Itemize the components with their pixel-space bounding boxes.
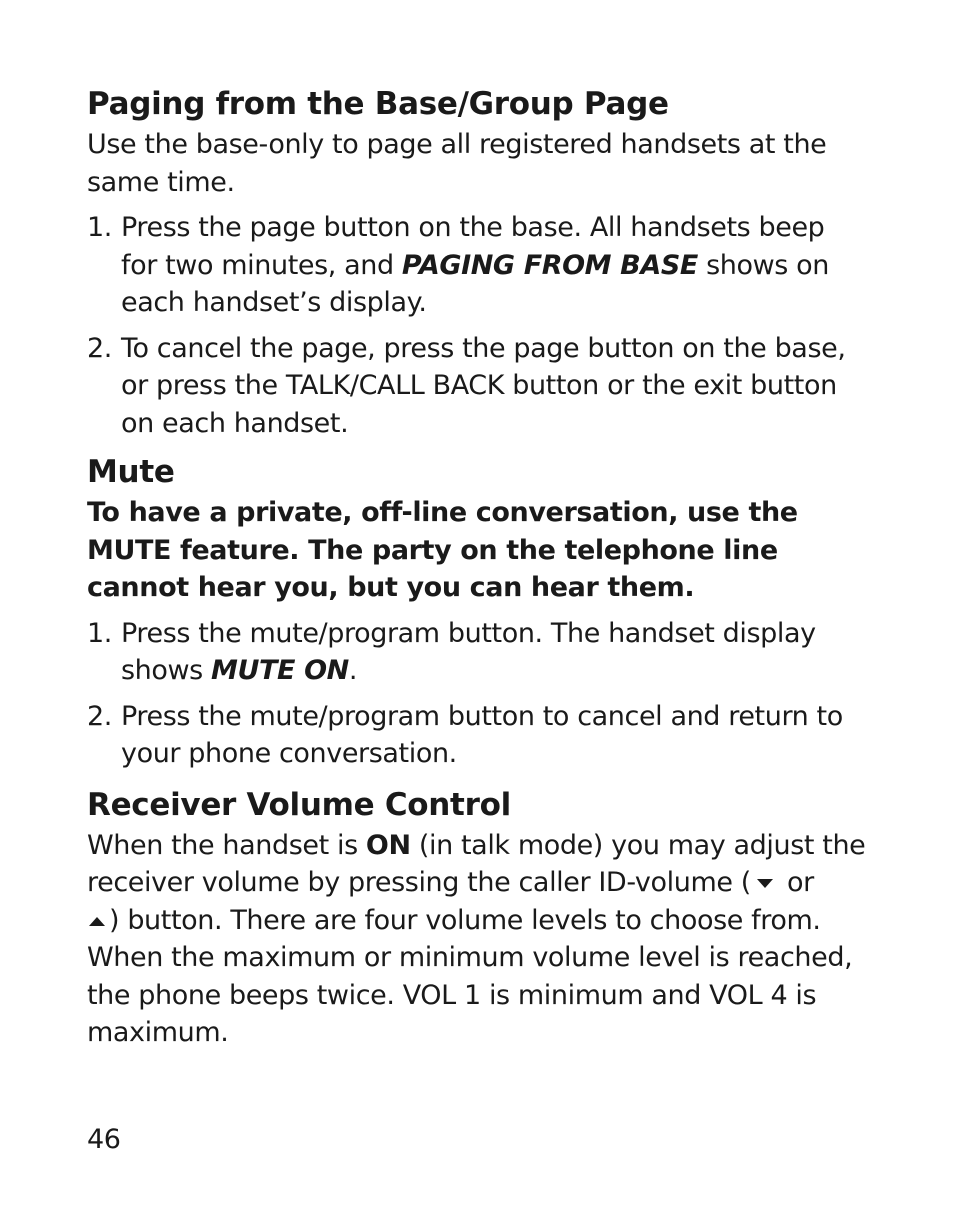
list-item [87, 209, 867, 322]
step-text: Press the mute/program button to cancel and return to your phone conversation. [121, 700, 843, 769]
step-number: 1. [87, 212, 112, 243]
step-number: 1. [87, 617, 112, 649]
section-receiver-volume [87, 783, 867, 1052]
step-number: 2. [87, 700, 112, 732]
up-arrow-icon [89, 917, 105, 926]
receiver-volume-body [87, 827, 867, 1052]
body-text-post: ) button. There are four volume levels to choose from. When the maximum or minimum volume level is reached, the phone beeps twice. VOL 1 is minimum and VOL 4 is maximum. [87, 904, 853, 1048]
display-text-paging-from-base: PAGING FROM BASE [401, 249, 698, 281]
page-number: 46 [87, 1124, 121, 1155]
body-text-on: ON [365, 829, 411, 861]
step-text-post: . [348, 655, 358, 686]
list-item [87, 330, 867, 443]
section-title-receiver-volume: Receiver Volume Control [87, 786, 511, 823]
body-text-pre: When the handset is [87, 829, 366, 861]
list-item [87, 615, 867, 690]
manual-page [87, 82, 867, 1052]
paging-intro: Use the base-only to page all registered handsets at the same time. [87, 129, 827, 198]
down-arrow-icon [757, 879, 773, 888]
paging-steps [87, 209, 867, 442]
step-text-post: shows on each handset’s display. [121, 249, 829, 318]
body-text-or: or [778, 867, 814, 898]
step-text: To cancel the page, press the page button on the base, or press the TALK/CALL BACK button or the exit button on each handset. [121, 332, 846, 439]
section-title-paging: Paging from the Base/Group Page [87, 86, 669, 122]
section-title-mute: Mute [87, 454, 175, 490]
mute-steps [87, 615, 867, 773]
section-paging [87, 82, 867, 442]
step-text-pre: Press the page button on the base. All handsets beep for two minutes, and [121, 212, 825, 281]
mute-lead: To have a private, off-line conversation, use the MUTE feature. The party on the telephone line cannot hear you, but you can hear them. [87, 497, 798, 603]
display-text-mute-on: MUTE ON [211, 655, 349, 686]
step-number: 2. [87, 332, 112, 364]
list-item [87, 698, 867, 773]
step-text-pre: Press the mute/program button. The handset display shows [121, 617, 816, 686]
body-text-mid: (in talk mode) you may adjust the receiver volume by pressing the caller ID-volume ( [87, 829, 866, 898]
section-mute [87, 450, 867, 773]
